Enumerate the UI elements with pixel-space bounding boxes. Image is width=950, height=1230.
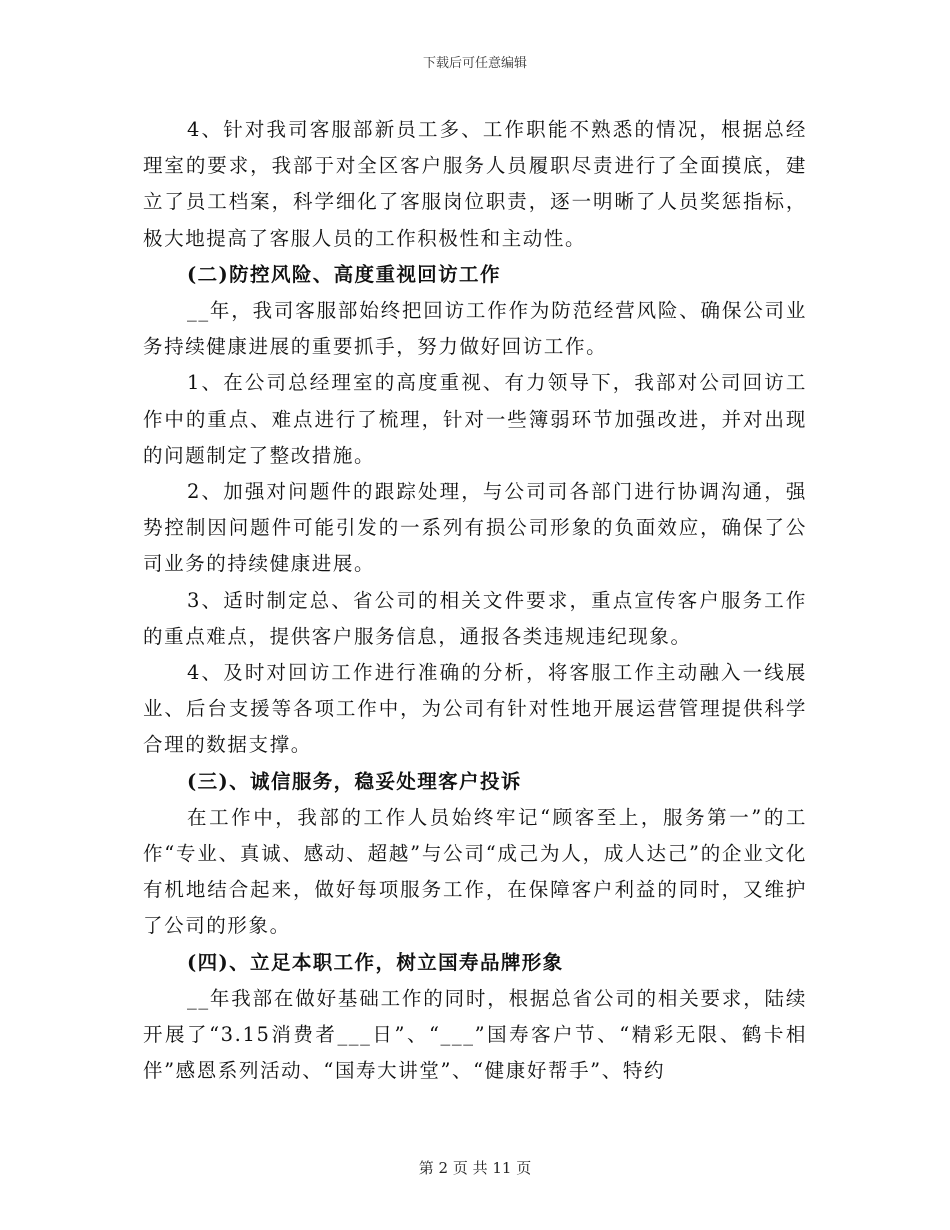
paragraph-1: 4、针对我司客服部新员工多、工作职能不熟悉的情况，根据总经理室的要求，我部于对全区客户服务人员履职尽责进行了全面摸底，建立了员工档案，科学细化了客服岗位职责，逐一明晰了人员奖惩指标，极大地提高了客服人员的工作积极性和主动性。 (143, 118, 807, 250)
document-body (143, 112, 807, 1089)
paragraph-2: __年，我司客服部始终把回访工作作为防范经营风险、确保公司业务持续健康进展的重要抓手，努力做好回访工作。 (143, 299, 807, 359)
section-heading-4: (四)、立足本职工作，树立国寿品牌形象 (187, 950, 564, 974)
paragraph-3: 1、在公司总经理室的高度重视、有力领导下，我部对公司回访工作中的重点、难点进行了梳理，针对一些簿弱环节加强改进，并对出现的问题制定了整改措施。 (143, 371, 807, 467)
paragraph-6: 4、及时对回访工作进行准确的分析，将客服工作主动融入一线展业、后台支援等各项工作中，为公司有针对性地开展运营管理提供科学合理的数据支撑。 (143, 661, 807, 757)
page-header: 下载后可任意编辑 (422, 56, 527, 71)
section-heading-3: (三)、诚信服务，稳妥处理客户投诉 (187, 769, 522, 793)
paragraph-4: 2、加强对问题件的跟踪处理，与公司司各部门进行协调沟通，强势控制因问题件可能引发的一系列有损公司形象的负面效应，确保了公司业务的持续健康进展。 (143, 480, 807, 576)
paragraph-8: __年我部在做好基础工作的同时，根据总省公司的相关要求，陆续开展了“3.15消费者___日”、“___”国寿客户节、“精彩无限、鹤卡相伴”感恩系列活动、“国寿大讲堂”、“健康好帮手”、特约 (143, 986, 807, 1083)
page-footer: 第 2 页 共 11 页 (418, 1159, 532, 1177)
paragraph-7: 在工作中，我部的工作人员始终牢记“顾客至上，服务第一”的工作“专业、真诚、感动、超越”与公司“成己为人，成人达己”的企业文化有机地结合起来，做好每项服务工作，在保障客户利益的同时，又维护了公司的形象。 (143, 805, 807, 938)
paragraph-5: 3、适时制定总、省公司的相关文件要求，重点宣传客户服务工作的重点难点，提供客户服务信息，通报各类违规违纪现象。 (143, 588, 807, 648)
section-heading-2: (二)防控风险、高度重视回访工作 (187, 262, 501, 286)
